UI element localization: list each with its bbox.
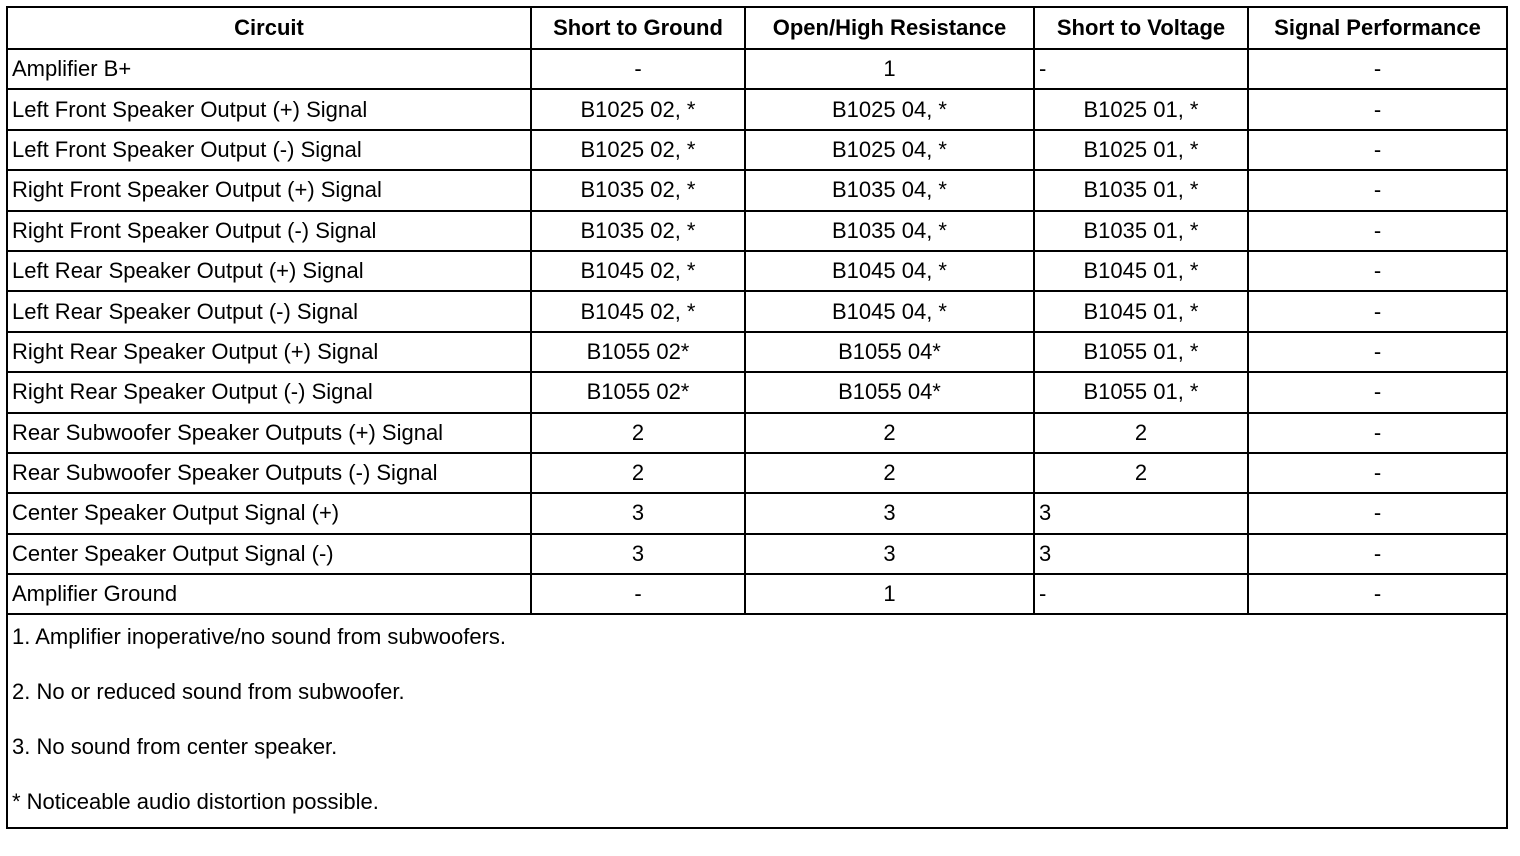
short-voltage-cell: 2 bbox=[1034, 453, 1248, 493]
table-row bbox=[7, 49, 1507, 89]
open-high-cell: B1055 04* bbox=[745, 372, 1034, 412]
signal-perf-cell: - bbox=[1248, 574, 1507, 614]
circuit-cell: Right Front Speaker Output (-) Signal bbox=[7, 211, 531, 251]
signal-perf-cell: - bbox=[1248, 211, 1507, 251]
header-short-to-ground: Short to Ground bbox=[531, 7, 745, 49]
short-ground-cell: B1055 02* bbox=[531, 332, 745, 372]
circuit-cell: Rear Subwoofer Speaker Outputs (+) Signal bbox=[7, 413, 531, 453]
open-high-cell: 1 bbox=[745, 49, 1034, 89]
open-high-cell: B1025 04, * bbox=[745, 130, 1034, 170]
short-voltage-cell: 3 bbox=[1034, 493, 1248, 533]
signal-perf-cell: - bbox=[1248, 170, 1507, 210]
table-row bbox=[7, 291, 1507, 331]
circuit-cell: Right Front Speaker Output (+) Signal bbox=[7, 170, 531, 210]
short-ground-cell: - bbox=[531, 49, 745, 89]
signal-perf-cell: - bbox=[1248, 372, 1507, 412]
signal-perf-cell: - bbox=[1248, 291, 1507, 331]
table-row bbox=[7, 413, 1507, 453]
circuit-cell: Left Rear Speaker Output (-) Signal bbox=[7, 291, 531, 331]
short-ground-cell: B1045 02, * bbox=[531, 251, 745, 291]
header-short-to-voltage: Short to Voltage bbox=[1034, 7, 1248, 49]
table-row bbox=[7, 251, 1507, 291]
signal-perf-cell: - bbox=[1248, 49, 1507, 89]
table-row bbox=[7, 493, 1507, 533]
signal-perf-cell: - bbox=[1248, 130, 1507, 170]
open-high-cell: B1035 04, * bbox=[745, 211, 1034, 251]
note-2: 2. No or reduced sound from subwoofer. bbox=[12, 679, 405, 705]
signal-perf-cell: - bbox=[1248, 534, 1507, 574]
note-asterisk: * Noticeable audio distortion possible. bbox=[12, 789, 379, 815]
short-ground-cell: 2 bbox=[531, 413, 745, 453]
circuit-cell: Center Speaker Output Signal (-) bbox=[7, 534, 531, 574]
short-ground-cell: B1055 02* bbox=[531, 372, 745, 412]
open-high-cell: B1035 04, * bbox=[745, 170, 1034, 210]
short-voltage-cell: B1025 01, * bbox=[1034, 130, 1248, 170]
table-row bbox=[7, 453, 1507, 493]
short-voltage-cell: B1055 01, * bbox=[1034, 332, 1248, 372]
table-row bbox=[7, 130, 1507, 170]
signal-perf-cell: - bbox=[1248, 493, 1507, 533]
table-row bbox=[7, 211, 1507, 251]
circuit-diagnosis-table bbox=[6, 6, 1508, 829]
circuit-cell: Left Rear Speaker Output (+) Signal bbox=[7, 251, 531, 291]
note-1: 1. Amplifier inoperative/no sound from subwoofers. bbox=[12, 624, 507, 650]
notes-cell bbox=[7, 614, 1507, 828]
open-high-cell: 2 bbox=[745, 413, 1034, 453]
short-ground-cell: B1025 02, * bbox=[531, 130, 745, 170]
circuit-cell: Amplifier Ground bbox=[7, 574, 531, 614]
notes-row bbox=[7, 614, 1507, 828]
short-voltage-cell: 2 bbox=[1034, 413, 1248, 453]
circuit-cell: Left Front Speaker Output (-) Signal bbox=[7, 130, 531, 170]
table-row bbox=[7, 574, 1507, 614]
short-voltage-cell: - bbox=[1034, 574, 1248, 614]
short-voltage-cell: B1025 01, * bbox=[1034, 89, 1248, 129]
circuit-cell: Right Rear Speaker Output (+) Signal bbox=[7, 332, 531, 372]
table-row bbox=[7, 170, 1507, 210]
short-ground-cell: B1035 02, * bbox=[531, 211, 745, 251]
open-high-cell: 1 bbox=[745, 574, 1034, 614]
open-high-cell: 3 bbox=[745, 493, 1034, 533]
open-high-cell: B1055 04* bbox=[745, 332, 1034, 372]
open-high-cell: B1025 04, * bbox=[745, 89, 1034, 129]
table-row bbox=[7, 534, 1507, 574]
header-row bbox=[7, 7, 1507, 49]
signal-perf-cell: - bbox=[1248, 413, 1507, 453]
short-voltage-cell: - bbox=[1034, 49, 1248, 89]
short-voltage-cell: 3 bbox=[1034, 534, 1248, 574]
signal-perf-cell: - bbox=[1248, 89, 1507, 129]
short-ground-cell: 3 bbox=[531, 493, 745, 533]
header-circuit: Circuit bbox=[7, 7, 531, 49]
header-signal-performance: Signal Performance bbox=[1248, 7, 1507, 49]
table-row bbox=[7, 372, 1507, 412]
short-ground-cell: 2 bbox=[531, 453, 745, 493]
open-high-cell: B1045 04, * bbox=[745, 251, 1034, 291]
short-ground-cell: B1035 02, * bbox=[531, 170, 745, 210]
open-high-cell: 2 bbox=[745, 453, 1034, 493]
circuit-cell: Right Rear Speaker Output (-) Signal bbox=[7, 372, 531, 412]
table-row bbox=[7, 332, 1507, 372]
short-ground-cell: B1045 02, * bbox=[531, 291, 745, 331]
short-voltage-cell: B1035 01, * bbox=[1034, 211, 1248, 251]
table-row bbox=[7, 89, 1507, 129]
circuit-cell: Center Speaker Output Signal (+) bbox=[7, 493, 531, 533]
note-3: 3. No sound from center speaker. bbox=[12, 734, 338, 760]
open-high-cell: B1045 04, * bbox=[745, 291, 1034, 331]
short-ground-cell: 3 bbox=[531, 534, 745, 574]
circuit-cell: Rear Subwoofer Speaker Outputs (-) Signal bbox=[7, 453, 531, 493]
short-ground-cell: B1025 02, * bbox=[531, 89, 745, 129]
circuit-cell: Amplifier B+ bbox=[7, 49, 531, 89]
short-voltage-cell: B1035 01, * bbox=[1034, 170, 1248, 210]
short-voltage-cell: B1045 01, * bbox=[1034, 291, 1248, 331]
header-open-high-resistance: Open/High Resistance bbox=[745, 7, 1034, 49]
signal-perf-cell: - bbox=[1248, 251, 1507, 291]
open-high-cell: 3 bbox=[745, 534, 1034, 574]
signal-perf-cell: - bbox=[1248, 332, 1507, 372]
signal-perf-cell: - bbox=[1248, 453, 1507, 493]
short-voltage-cell: B1045 01, * bbox=[1034, 251, 1248, 291]
short-voltage-cell: B1055 01, * bbox=[1034, 372, 1248, 412]
circuit-cell: Left Front Speaker Output (+) Signal bbox=[7, 89, 531, 129]
short-ground-cell: - bbox=[531, 574, 745, 614]
